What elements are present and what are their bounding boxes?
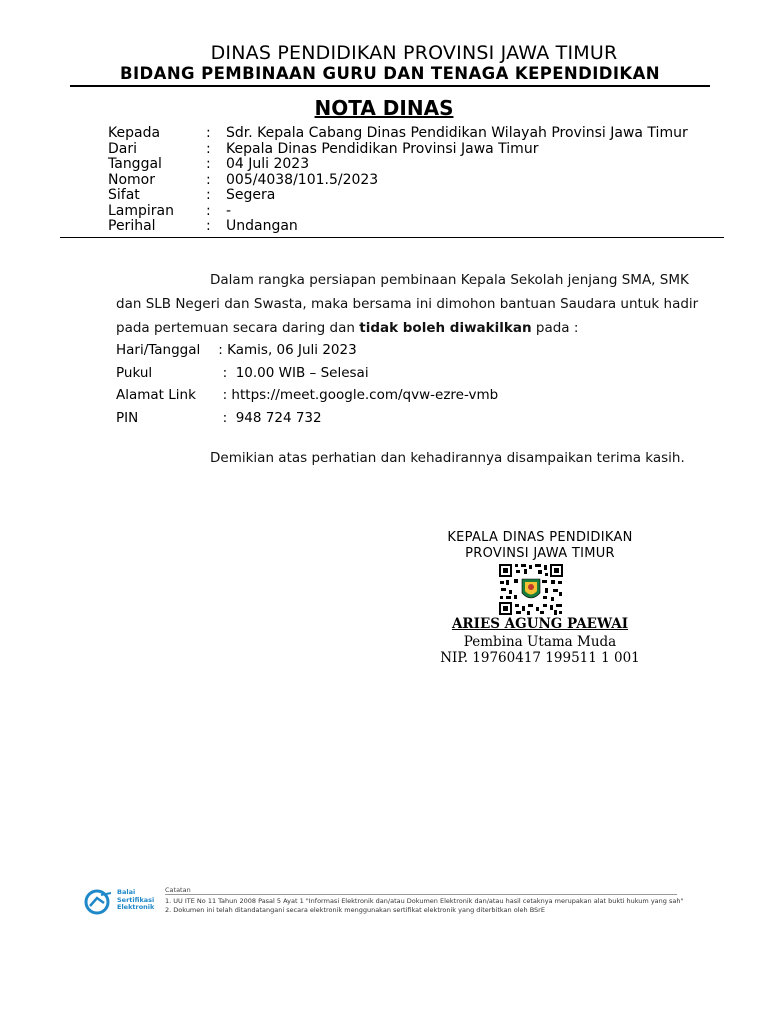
document-title: NOTA DINAS: [314, 96, 454, 120]
meta-colon: :: [206, 125, 211, 141]
body-line-3-start: pada pertemuan secara daring dan: [116, 320, 360, 336]
header-agency: DINAS PENDIDIKAN PROVINSI JAWA TIMUR: [210, 42, 618, 64]
meta-colon: :: [206, 171, 211, 188]
detail-value: : 10.00 WIB – Selesai: [214, 364, 369, 381]
bsre-emblem-icon: [84, 889, 114, 915]
detail-row-link: [116, 384, 498, 407]
meta-row-dari: [108, 142, 688, 158]
bsre-logo: [84, 889, 164, 915]
meta-label: Perihal: [108, 218, 156, 234]
meta-value: Kepala Dinas Pendidikan Provinsi Jawa Timur: [226, 140, 539, 157]
meta-row-nomor: [108, 173, 688, 189]
meta-colon: :: [206, 140, 211, 157]
detail-row-time: [116, 362, 498, 385]
emphasis-text: tidak boleh diwakilkan: [359, 320, 532, 336]
meta-row-tanggal: [108, 157, 688, 173]
meeting-details: [116, 339, 498, 429]
bsre-logo-text: [117, 889, 154, 912]
bsre-logo-line: Elektronik: [117, 903, 155, 911]
meta-row-kepada: [108, 126, 688, 142]
meta-label: Nomor: [108, 171, 155, 188]
meta-colon: :: [206, 156, 211, 172]
meta-label: Lampiran: [108, 202, 175, 219]
detail-value: : Kamis, 06 Juli 2023: [214, 342, 357, 359]
signatory-title-2: PROVINSI JAWA TIMUR: [465, 546, 615, 561]
detail-value: : 948 724 732: [214, 409, 322, 426]
detail-label: PIN: [116, 409, 139, 426]
detail-row-date: [116, 339, 498, 362]
signatory-nip: NIP. 19760417 199511 1 001: [440, 650, 640, 666]
detail-row-pin: [116, 407, 498, 430]
meta-colon: :: [206, 218, 211, 234]
signatory-rank: Pembina Utama Muda: [463, 634, 617, 650]
bsre-logo-line: Balai: [117, 888, 136, 896]
meta-label: Tanggal: [108, 156, 162, 172]
meta-label: Sifat: [108, 187, 140, 203]
meta-row-perihal: [108, 219, 688, 235]
meta-label: Dari: [108, 140, 138, 157]
body-line-3: [116, 320, 578, 336]
signatory-name: ARIES AGUNG PAEWAI: [451, 616, 629, 632]
detail-label: Pukul: [116, 364, 153, 381]
meta-value: Undangan: [226, 218, 298, 234]
meeting-link[interactable]: : https://meet.google.com/qvw-ezre-vmb: [214, 387, 499, 404]
meta-row-sifat: [108, 188, 688, 204]
closing-line: Demikian atas perhatian dan kehadirannya disampaikan terima kasih.: [210, 450, 685, 466]
qr-code-icon: [498, 563, 564, 616]
meta-value: Sdr. Kepala Cabang Dinas Pendidikan Wilayah Provinsi Jawa Timur: [226, 125, 688, 141]
memo-meta: [108, 126, 688, 235]
meta-value: -: [226, 202, 232, 219]
meta-value: 005/4038/101.5/2023: [226, 171, 379, 188]
footer-note-1: 1. UU ITE No 11 Tahun 2008 Pasal 5 Ayat 1 "Informasi Elektronik dan/atau Dokumen Elektronik dan/atau hasil cetaknya merupakan alat bukti hukum yang sah": [165, 897, 684, 905]
bsre-logo-line: Sertifikasi: [117, 895, 155, 904]
meta-value: 04 Juli 2023: [226, 156, 310, 172]
body-line-3-end: pada :: [531, 320, 579, 336]
meta-label: Kepada: [108, 125, 161, 141]
header-division: BIDANG PEMBINAAN GURU DAN TENAGA KEPENDIDIKAN: [120, 64, 660, 83]
footer-catatan: Catatan: [165, 886, 191, 894]
detail-label: Alamat Link: [116, 387, 196, 404]
meta-colon: :: [206, 187, 211, 203]
detail-label: Hari/Tanggal: [116, 342, 201, 359]
header-rule: [70, 85, 710, 87]
body-line-1: Dalam rangka persiapan pembinaan Kepala Sekolah jenjang SMA, SMK: [210, 272, 689, 288]
meta-divider: [60, 237, 724, 238]
meta-colon: :: [206, 202, 211, 219]
signatory-title-1: KEPALA DINAS PENDIDIKAN: [447, 530, 633, 545]
footer-note-2: 2. Dokumen ini telah ditandatangani secara elektronik menggunakan sertifikat elektronik yang diterbitkan oleh BSrE: [165, 906, 545, 914]
body-line-2: dan SLB Negeri dan Swasta, maka bersama ini dimohon bantuan Saudara untuk hadir: [116, 296, 699, 312]
footer-rule: [165, 894, 677, 895]
meta-value: Segera: [226, 187, 276, 203]
meta-row-lampiran: [108, 204, 688, 220]
